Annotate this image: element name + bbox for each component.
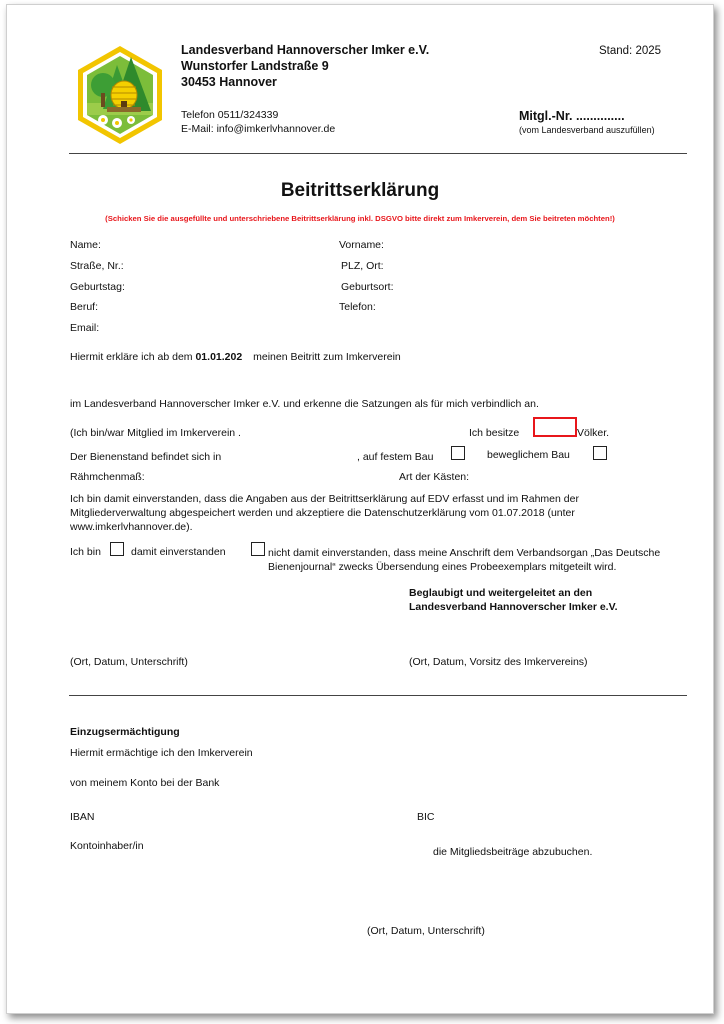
form-page: [6, 4, 714, 1014]
ich-besitze-label: Ich besitze: [469, 427, 520, 439]
abzubuchen-text: die Mitgliedsbeiträge abzubuchen.: [433, 846, 593, 858]
submission-notice: (Schicken Sie die ausgefüllte und unterschriebene Beitrittserklärung inkl. DSGVO bitte direkt zum Imkerverein, dem Sie beitreten möchten!): [105, 214, 615, 223]
email-field-label: Email:: [70, 322, 100, 334]
einverstanden-checkbox[interactable]: [110, 542, 124, 556]
signature-chair-label: (Ort, Datum, Vorsitz des Imkervereins): [409, 656, 588, 668]
strasse-field-label: Straße, Nr.:: [70, 260, 124, 272]
voelker-label: Völker.: [577, 427, 610, 439]
sepa-authorization-line: Hiermit ermächtige ich den Imkerverein: [70, 747, 253, 759]
beweglichem-bau-label: beweglichem Bau: [487, 449, 570, 461]
bienenstand-label: Der Bienenstand befindet sich in: [70, 451, 222, 463]
member-number-label: Mitgl.-Nr. ..............: [519, 109, 625, 123]
edv-consent-text: Ich bin damit einverstanden, dass die Angaben aus der Beitrittserklärung auf EDV erfasst und im Rahmen der Mitgliederverwaltung abgespeichert werden und akzeptiere die Datenschutzerklärung vom 01.07.2018 (unter www.imkerlvhannover.de).: [70, 493, 579, 533]
festem-bau-checkbox[interactable]: [451, 446, 465, 460]
sepa-heading: Einzugsermächtigung: [70, 726, 180, 738]
telefon-field-label: Telefon:: [339, 301, 376, 313]
beekeeper-logo-icon: [73, 43, 167, 147]
member-number-note: (vom Landesverband auszufüllen): [519, 125, 655, 135]
certified-line2: Landesverband Hannoverscher Imker e.V.: [409, 601, 618, 613]
plz-ort-field-label: PLZ, Ort:: [341, 260, 384, 272]
sepa-bank-line: von meinem Konto bei der Bank: [70, 777, 220, 789]
bic-label: BIC: [417, 811, 435, 823]
beruf-field-label: Beruf:: [70, 301, 99, 313]
certified-line1: Beglaubigt und weitergeleitet an den: [409, 587, 593, 599]
einverstanden-label: damit einverstanden: [131, 546, 226, 558]
beweglichem-bau-checkbox[interactable]: [593, 446, 607, 460]
journal-consent-text: nicht damit einverstanden, dass meine Anschrift dem Verbandsorgan „Das Deutsche Bienenjournal“ zwecks Übersendung eines Probeexemplars mitgeteilt wird.: [268, 547, 661, 573]
signature-bottom-label: (Ort, Datum, Unterschrift): [367, 925, 485, 937]
form-title: Beitrittserklärung: [280, 180, 440, 201]
org-phone: Telefon 0511/324339: [181, 109, 279, 121]
iban-label: IBAN: [70, 811, 95, 823]
nicht-einverstanden-checkbox[interactable]: [251, 542, 265, 556]
org-street: Wunstorfer Landstraße 9: [181, 59, 329, 73]
voelker-count-input[interactable]: [533, 417, 577, 437]
org-name: Landesverband Hannoverscher Imker e.V.: [181, 43, 430, 57]
art-kaesten-label: Art der Kästen:: [399, 471, 470, 483]
header-divider: [69, 153, 687, 154]
festem-bau-label: , auf festem Bau: [357, 451, 434, 463]
raehmchenmass-label: Rähmchenmaß:: [70, 471, 145, 483]
kontoinhaber-label: Kontoinhaber/in: [70, 840, 144, 852]
org-email: E-Mail: info@imkerlvhannover.de: [181, 123, 336, 135]
section-divider: [69, 695, 687, 696]
declaration-line2: im Landesverband Hannoverscher Imker e.V. und erkenne die Satzungen als für mich verbindlich an.: [70, 398, 539, 410]
previous-member-label: (Ich bin/war Mitglied im Imkerverein .: [70, 427, 241, 439]
stand-date: Stand: 2025: [599, 45, 662, 57]
declaration-line1: Hiermit erkläre ich ab dem 01.01.202 meinen Beitritt zum Imkerverein: [70, 351, 401, 363]
geburtstag-field-label: Geburtstag:: [70, 281, 125, 293]
vorname-field-label: Vorname:: [339, 239, 384, 251]
signature-member-label: (Ort, Datum, Unterschrift): [70, 656, 188, 668]
geburtsort-field-label: Geburtsort:: [341, 281, 394, 293]
org-city: 30453 Hannover: [181, 75, 277, 89]
membership-start-date: 01.01.202: [195, 351, 243, 363]
ich-bin-label: Ich bin: [70, 546, 101, 558]
name-field-label: Name:: [70, 239, 101, 251]
